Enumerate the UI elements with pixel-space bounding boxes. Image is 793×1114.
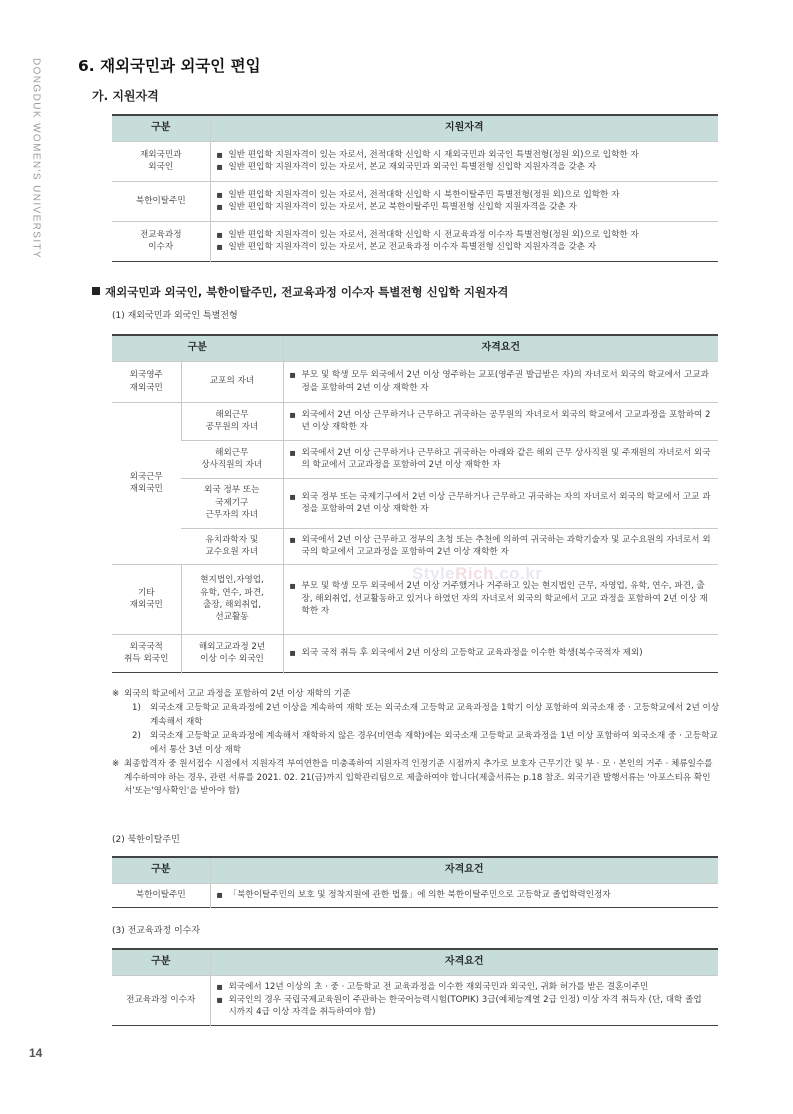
sub-category <box>181 564 283 634</box>
list-item: ■ 일반 편입학 지원자격이 있는 자로서, 본교 재외국민과 외국인 특별전형 신입학 지원자격을 갖춘 자 <box>217 161 713 173</box>
header-requirements: 자격요건 <box>283 335 718 361</box>
table-row <box>112 478 718 528</box>
table-row <box>112 440 718 478</box>
sub-category <box>181 478 283 528</box>
group-category <box>112 361 181 402</box>
table-row <box>112 975 718 1025</box>
sub-label: 현지법인,자영업, 유학, 연수, 파견, 출장, 해외취업, 선교활동 <box>200 575 264 623</box>
group-label: 외국근무 재외국민 <box>129 471 163 494</box>
defector-qualification-table <box>112 856 718 908</box>
category-label: 북한이탈주민 <box>135 195 186 206</box>
sub-label: 해외근무 상사직원의 자녀 <box>201 447 263 470</box>
row-category <box>112 975 210 1025</box>
row-content <box>210 221 718 261</box>
table-row <box>112 181 718 221</box>
list-item: ■ 「북한이탈주민의 보호 및 정착지원에 관한 법률」에 의한 북한이탈주민으로 고등학교 졸업학력인정자 <box>217 889 713 901</box>
row-category <box>112 181 210 221</box>
subsection-title: 가. 지원자격 <box>92 89 159 103</box>
list-item: ■ 일반 편입학 지원자격이 있는 자로서, 본교 북한이탈주민 특별전형 신입학 지원자격을 갖춘 자 <box>217 201 713 213</box>
category-label: 재외국민과 외국인 <box>139 149 182 172</box>
group-category <box>112 402 181 564</box>
sub-category <box>181 402 283 440</box>
table-row <box>112 634 718 672</box>
row-content <box>283 440 718 478</box>
table-header-row <box>112 857 718 883</box>
row-content <box>210 883 718 907</box>
note-mark: ※ <box>112 689 120 699</box>
table-row <box>112 528 718 564</box>
table-row <box>112 883 718 907</box>
list-item: ■ 일반 편입학 지원자격이 있는 자로서, 전적대학 신입학 시 재외국민과 외국인 특별전형(정원 외)으로 입학한 자 <box>217 149 713 161</box>
list-item: ■ 외국인의 경우 국립국제교육원이 주관하는 한국어능력시험(TOPIK) 3급(예체능계열 2급 인정) 이상 자격 취득자 (단, 대학 졸업 시까지 4급 이상 자격을 취득하여야 함) <box>217 994 713 1019</box>
row-content <box>283 361 718 402</box>
group-category <box>112 564 181 634</box>
sub-category <box>181 634 283 672</box>
heading-text: 재외국민과 외국인, 북한이탈주민, 전교육과정 이수자 특별전형 신입학 지원자격 <box>105 285 509 299</box>
group-label: 기타 재외국민 <box>129 587 163 610</box>
row-content <box>283 402 718 440</box>
group-label: 외국국적 취득 외국인 <box>124 641 169 664</box>
table-row <box>112 221 718 261</box>
row-content <box>283 634 718 672</box>
header-category: 구분 <box>112 857 210 883</box>
caption-defectors: (2) 북한이탈주민 <box>112 835 180 845</box>
list-item: ■ 부모 및 학생 모두 외국에서 2년 이상 영주하는 교포(영주권 발급받은 자)의 자녀로서 외국의 학교에서 고교과정을 포함하여 2년 이상 재학한 자 <box>290 369 713 394</box>
category-label: 전교육과정 이수자 <box>126 994 196 1005</box>
note-text: 외국의 학교에서 고교 과정을 포함하여 2년 이상 재학의 기준 <box>124 689 351 699</box>
row-category <box>112 141 210 181</box>
row-content <box>283 478 718 528</box>
list-item: ■ 일반 편입학 지원자격이 있는 자로서, 전적대학 신입학 시 전교육과정 이수자 특별전형(정원 외)으로 입학한 자 <box>217 229 713 241</box>
table-header-row <box>112 115 718 141</box>
row-content <box>210 181 718 221</box>
list-item: ■ 부모 및 학생 모두 외국에서 2년 이상 거주했거나 거주하고 있는 현지법인 근무, 자영업, 유학, 연수, 파견, 출장, 해외취업, 선교활동하고 있거나 하였던 자의 자녀로서 외국의 학교에서 고교 과정을 포함하여 2년 이상 재학한 자 <box>290 580 713 617</box>
table-header-row <box>112 335 718 361</box>
notes-block <box>112 688 722 799</box>
note <box>112 688 722 702</box>
table-header-row <box>112 949 718 975</box>
sub-label: 교포의 자녀 <box>209 376 255 387</box>
row-content <box>210 975 718 1025</box>
full-curriculum-qualification-table <box>112 948 718 1026</box>
sub-category <box>181 361 283 402</box>
eligibility-table <box>112 114 718 262</box>
table-row <box>112 141 718 181</box>
note-mark: 1) <box>132 702 141 713</box>
row-content <box>210 141 718 181</box>
list-item: ■ 외국 정부 또는 국제기구에서 2년 이상 근무하거나 근무하고 귀국하는 자의 자녀로서 외국의 학교에서 고교 과정을 포함하여 2년 이상 재학한 자 <box>290 491 713 516</box>
list-item: ■ 외국에서 2년 이상 근무하거나 근무하고 귀국하는 아래와 같은 해외 근무 상사직원 및 주재원의 자녀로서 외국의 학교에서 고교과정을 포함하여 2년 이상 재학한 자 <box>290 447 713 472</box>
header-category: 구분 <box>112 949 210 975</box>
sub-label: 해외고교과정 2년 이상 이수 외국인 <box>198 641 266 664</box>
note-mark: ※ <box>112 758 120 769</box>
section-title: 6. 재외국민과 외국인 편입 <box>78 57 261 75</box>
sub-note <box>112 702 722 730</box>
header-requirements: 자격요건 <box>210 949 718 975</box>
sub-category <box>181 440 283 478</box>
category-label: 북한이탈주민 <box>135 889 186 900</box>
header-category: 구분 <box>112 335 283 361</box>
sub-label: 유치과학자 및 교수요원 자녀 <box>205 534 259 557</box>
page-number: 14 <box>29 1046 43 1060</box>
sub-label: 해외근무 공무원의 자녀 <box>205 409 259 432</box>
list-item: ■ 일반 편입학 지원자격이 있는 자로서, 전적대학 신입학 시 북한이탈주민 특별전형(정원 외)으로 입학한 자 <box>217 189 713 201</box>
header-eligibility: 지원자격 <box>210 115 718 141</box>
overseas-qualification-table <box>112 334 718 673</box>
note-text: 최종합격자 중 원서접수 시점에서 지원자격 부여연한을 미충족하여 지원자격 인정기준 시점까지 추가로 보호자 근무기간 및 부 · 모 · 본인의 거주 · 체류일수를 계수하여야 하는 경우, 관련 서류를 2021. 02. 21(금)까지 입학관리팀으로 제출하여야 합니다(제출서류는 p.18 참조. 외국기관 발행서류는 '아포스티유 확인서'또는'영사확인'을 받아야 함) <box>124 758 713 797</box>
special-admission-heading <box>92 284 508 301</box>
list-item: ■ 외국에서 12년 이상의 초 · 중 · 고등학교 전 교육과정을 이수한 재외국민과 외국인, 귀화 허가를 받은 결혼이주민 <box>217 981 713 993</box>
group-label: 외국영주 재외국민 <box>129 370 163 393</box>
list-item: ■ 외국 국적 취득 후 외국에서 2년 이상의 고등학교 교육과정을 이수한 학생(복수국적자 제외) <box>290 647 713 659</box>
header-category: 구분 <box>112 115 210 141</box>
square-bullet-icon <box>92 287 100 295</box>
note <box>112 758 722 800</box>
list-item: ■ 외국에서 2년 이상 근무하거나 근무하고 귀국하는 공무원의 자녀로서 외국의 학교에서 고교과정을 포함하여 2년 이상 재학한 자 <box>290 409 713 434</box>
group-category <box>112 634 181 672</box>
note-text: 외국소재 고등학교 교육과정에 2년 이상을 계속하여 재학 또는 외국소재 고등학교 교육과정을 1학기 이상 포함하여 외국소재 중 · 고등학교에서 2년 이상 계속해서 재학 <box>150 702 720 727</box>
note-text: 외국소재 고등학교 교육과정에 계속해서 재학하지 않은 경우(비연속 재학)에는 외국소재 고등학교 교육과정을 1년 이상 포함하여 외국소재 중 · 고등학교에서 통산 3년 이상 재학 <box>150 730 718 755</box>
table-row <box>112 361 718 402</box>
watermark: StyleRich.co.kr <box>412 564 543 583</box>
sub-label: 외국 정부 또는 국제기구 근무자의 자녀 <box>204 485 260 521</box>
list-item: ■ 일반 편입학 지원자격이 있는 자로서, 본교 전교육과정 이수자 특별전형 신입학 지원자격을 갖춘 자 <box>217 241 713 253</box>
caption-full-curriculum: (3) 전교육과정 이수자 <box>112 926 201 936</box>
sub-note <box>112 730 722 758</box>
row-category <box>112 883 210 907</box>
category-label: 전교육과정 이수자 <box>139 229 182 252</box>
sub-category <box>181 528 283 564</box>
caption-overseas: (1) 재외국민과 외국인 특별전형 <box>112 311 238 321</box>
side-university-name: DONGDUK WOMEN'S UNIVERSITY <box>30 58 42 260</box>
row-category <box>112 221 210 261</box>
note-mark: 2) <box>132 730 141 741</box>
list-item: ■ 외국에서 2년 이상 근무하고 정부의 초청 또는 추천에 의하여 귀국하는 과학기술자 및 교수요원의 자녀로서 외국의 학교에서 고교과정을 포함하여 2년 이상 재학한 자 <box>290 534 713 559</box>
table-row <box>112 402 718 440</box>
row-content <box>283 528 718 564</box>
header-requirements: 자격요건 <box>210 857 718 883</box>
